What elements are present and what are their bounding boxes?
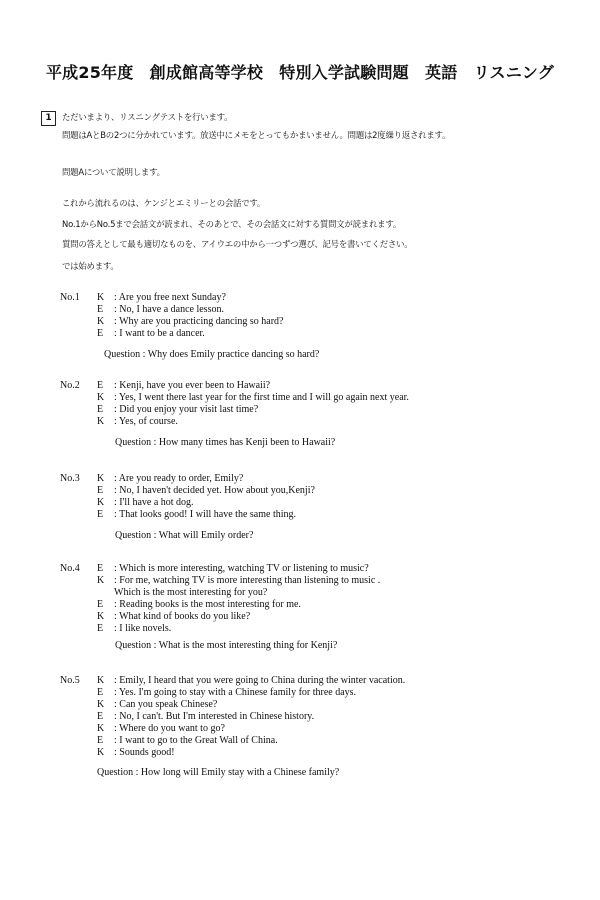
speaker: K: [97, 675, 105, 686]
dialogue-line: [97, 587, 380, 599]
dialogue-number: No.1: [60, 292, 80, 303]
dialogue-line: [97, 473, 315, 485]
speaker: K: [97, 416, 105, 427]
line-text: : Sounds good!: [114, 747, 175, 758]
line-text: : I'll have a hot dog.: [114, 497, 194, 508]
line-text: : Why are you practicing dancing so hard?: [114, 316, 284, 327]
dialogue-line: [97, 392, 409, 404]
line-text: : Can you speak Chinese?: [114, 699, 218, 710]
dialogue-line: [97, 497, 315, 509]
dialogue-line: [97, 485, 315, 497]
question-number-box: 1: [41, 111, 56, 126]
page-title: 平成25年度 創成館高等学校 特別入学試験問題 英語 リスニング: [45, 63, 555, 82]
dialogue-line: [97, 599, 380, 611]
dialogue-line: [97, 509, 315, 521]
question-text: Question : How many times has Kenji been to Hawaii?: [115, 437, 336, 448]
question-text: Question : What is the most interesting thing for Kenji?: [115, 640, 338, 651]
speaker: K: [97, 473, 105, 484]
speaker: [97, 587, 114, 599]
line-text: : Yes. I'm going to stay with a Chinese family for three days.: [114, 687, 357, 698]
dialogue-line: [97, 328, 283, 340]
speaker: K: [97, 723, 105, 734]
line-text: : Are you free next Sunday?: [114, 292, 226, 303]
dialogue-line: [97, 623, 380, 635]
line-text: : Which is more interesting, watching TV or listening to music?: [114, 563, 369, 574]
speaker: K: [97, 575, 105, 586]
dialogue-line: [97, 675, 405, 687]
line-text: : No, I haven't decided yet. How about you,Kenji?: [114, 485, 315, 496]
question-text: Question : Why does Emily practice dancing so hard?: [104, 349, 320, 360]
line-text: : Yes, of course.: [114, 416, 178, 427]
line-text: : I want to go to the Great Wall of China.: [114, 735, 278, 746]
line-text: : I want to be a dancer.: [114, 328, 205, 339]
intro-line: 問題はAとBの2つに分かれています。放送中にメモをとってもかまいません。問題は2度繰り返されます。: [62, 130, 451, 140]
speaker: E: [97, 380, 104, 391]
speaker: E: [97, 735, 104, 746]
speaker: K: [97, 497, 105, 508]
dialogue-number: No.3: [60, 473, 80, 484]
dialogue-line: [97, 699, 405, 711]
speaker: E: [97, 304, 104, 315]
speaker: K: [97, 316, 105, 327]
speaker: E: [97, 328, 104, 339]
line-text: : That looks good! I will have the same thing.: [114, 509, 297, 520]
dialogue-number: No.4: [60, 563, 80, 574]
dialogue-line: [97, 380, 409, 392]
line-text: : No, I have a dance lesson.: [114, 304, 224, 315]
speaker: E: [97, 485, 104, 496]
line-text: : Reading books is the most interesting for me.: [114, 599, 301, 610]
line-text: : For me, watching TV is more interesting than listening to music .: [114, 575, 381, 586]
speaker: E: [97, 711, 104, 722]
line-text: : What kind of books do you like?: [114, 611, 251, 622]
dialogue-line: [97, 404, 409, 416]
line-text: : No, I can't. But I'm interested in Chinese history.: [114, 711, 315, 722]
dialogue-line: [97, 563, 380, 575]
line-text: : Are you ready to order, Emily?: [114, 473, 244, 484]
dialogue-line: [97, 611, 380, 623]
line-text: : Did you enjoy your visit last time?: [114, 404, 259, 415]
line-text: : Yes, I went there last year for the first time and I will go again next year.: [114, 392, 409, 403]
intro-line: では始めます。: [62, 261, 119, 271]
speaker: E: [97, 599, 104, 610]
dialogue-line: [97, 304, 283, 316]
speaker: E: [97, 404, 104, 415]
dialogue-line: [97, 747, 405, 759]
speaker: K: [97, 611, 105, 622]
speaker: E: [97, 687, 104, 698]
dialogue-line: [97, 723, 405, 735]
question-text: Question : What will Emily order?: [115, 530, 254, 541]
line-text: Which is the most interesting for you?: [114, 587, 268, 598]
intro-line: ただいまより、リスニングテストを行います。: [62, 112, 233, 122]
dialogue-line: [97, 687, 405, 699]
line-text: : Kenji, have you ever been to Hawaii?: [114, 380, 271, 391]
dialogue-line: [97, 316, 283, 328]
question-text: Question : How long will Emily stay with a Chinese family?: [97, 767, 340, 778]
line-text: : Emily, I heard that you were going to China during the winter vacation.: [114, 675, 406, 686]
dialogue-number: No.2: [60, 380, 80, 391]
dialogue-number: No.5: [60, 675, 80, 686]
speaker: K: [97, 747, 105, 758]
intro-line: No.1からNo.5まで会話文が読まれ、そのあとで、その会話文に対する質問文が読まれます。: [62, 219, 402, 229]
dialogue-line: [97, 292, 283, 304]
line-text: : Where do you want to go?: [114, 723, 225, 734]
dialogue-line: [97, 735, 405, 747]
dialogue-line: [97, 711, 405, 723]
speaker: K: [97, 392, 105, 403]
dialogue-line: [97, 575, 380, 587]
speaker: E: [97, 509, 104, 520]
intro-line: 質問の答えとして最も適切なものを、アイウエの中から一つずつ選び、記号を書いてください。: [62, 239, 413, 249]
speaker: K: [97, 292, 105, 303]
dialogue-line: [97, 416, 409, 428]
speaker: K: [97, 699, 105, 710]
speaker: E: [97, 563, 104, 574]
line-text: : I like novels.: [114, 623, 172, 634]
speaker: E: [97, 623, 104, 634]
intro-line: これから流れるのは、ケンジとエミリーとの会話です。: [62, 198, 266, 208]
intro-line: 問題Aについて説明します。: [62, 167, 165, 177]
